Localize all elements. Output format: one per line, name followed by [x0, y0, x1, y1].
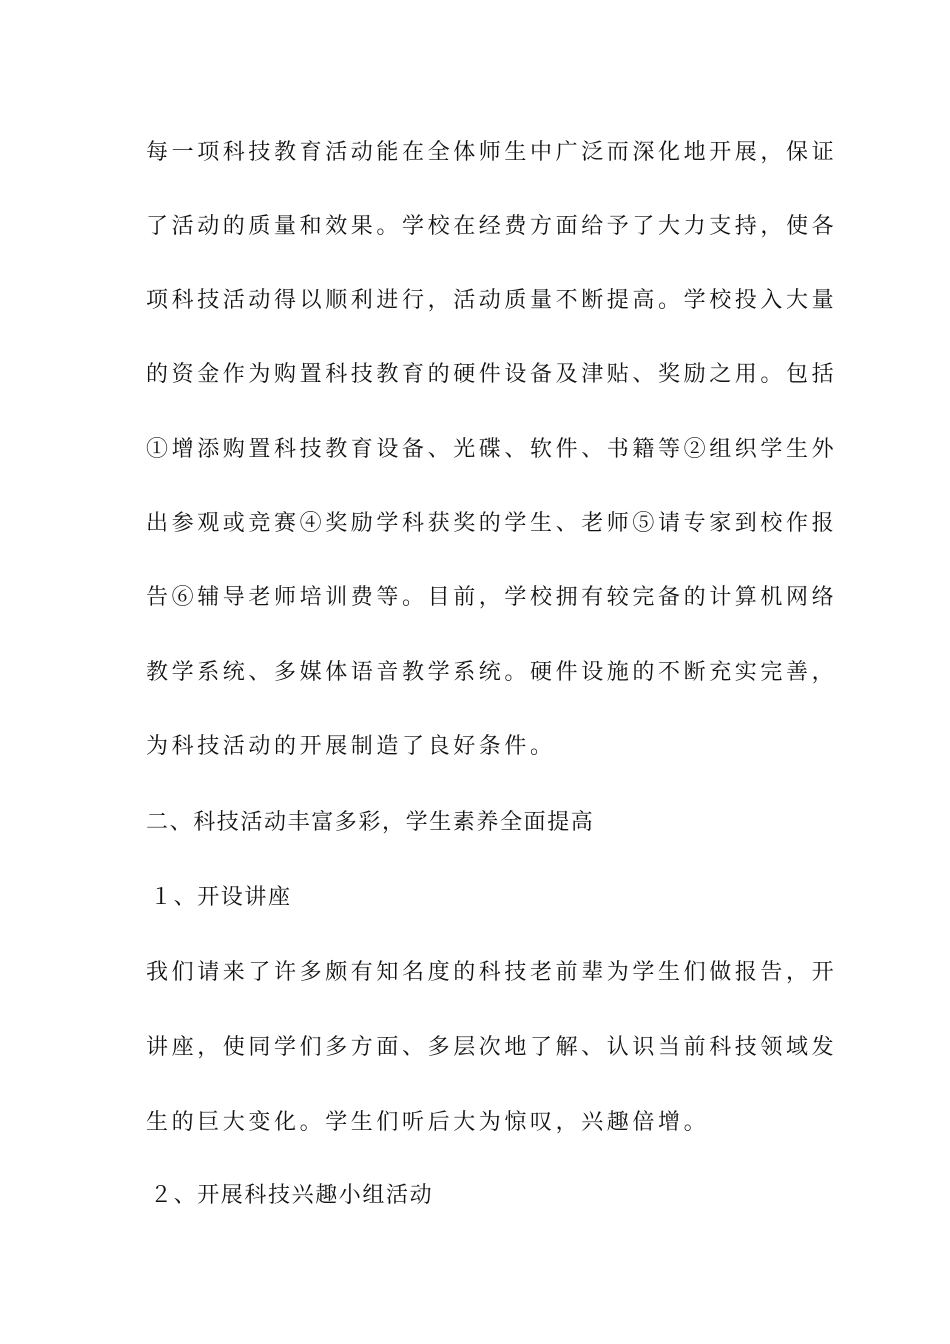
paragraph-line: 教学系统、多媒体语音教学系统。硬件设施的不断充实完善， [146, 660, 838, 685]
paragraph-line: 项科技活动得以顺利进行，活动质量不断提高。学校投入大量 [146, 288, 838, 313]
paragraph-line: ①增添购置科技教育设备、光碟、软件、书籍等②组织学生外 [146, 437, 838, 462]
paragraph-line: 告⑥辅导老师培训费等。目前，学校拥有较完备的计算机网络 [146, 585, 838, 610]
paragraph-line: 我们请来了许多颇有知名度的科技老前辈为学生们做报告，开 [146, 960, 838, 985]
subsection-heading: １、开设讲座 [150, 885, 292, 910]
paragraph-line: 为科技活动的开展制造了良好条件。 [146, 734, 556, 759]
paragraph-line: 生的巨大变化。学生们听后大为惊叹，兴趣倍增。 [146, 1110, 710, 1135]
section-heading: 二、科技活动丰富多彩，学生素养全面提高 [146, 810, 595, 835]
paragraph-line: 出参观或竞赛④奖励学科获奖的学生、老师⑤请专家到校作报 [146, 511, 838, 536]
subsection-heading: ２、开展科技兴趣小组活动 [150, 1183, 434, 1208]
paragraph-line: 讲座，使同学们多方面、多层次地了解、认识当前科技领域发 [146, 1035, 838, 1060]
paragraph-line: 每一项科技教育活动能在全体师生中广泛而深化地开展，保证 [146, 140, 838, 165]
paragraph-line: 了活动的质量和效果。学校在经费方面给予了大力支持，使各 [146, 214, 838, 239]
paragraph-line: 的资金作为购置科技教育的硬件设备及津贴、奖励之用。包括 [146, 362, 838, 387]
